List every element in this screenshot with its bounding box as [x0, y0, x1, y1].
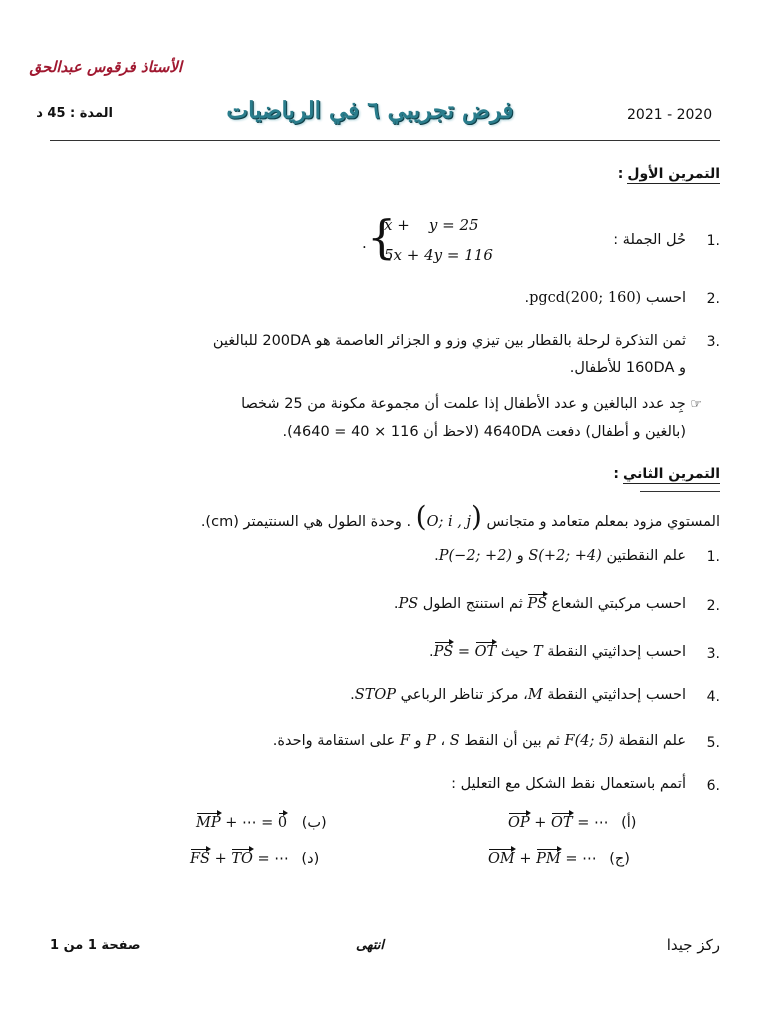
ex2-intro: المستوي مزود بمعلم متعامد و متجانس (O; i , j) . وحدة الطول هي السنتيمتر (cm). — [200, 500, 720, 533]
ex2-q2-text: احسب مركبتي الشعاع PS ثم استنتج الطول PS. — [393, 596, 686, 612]
page-number: صفحة 1 من 1 — [50, 938, 141, 953]
q6-item-d: FS + TO = ⋯ (د) — [190, 851, 320, 867]
ex1-q2-text: احسب pgcd(200; 160). — [524, 290, 686, 306]
ex2-q4-number: 4. — [706, 689, 720, 705]
ex1-hint-line2: (بالغين و أطفال) دفعت 4640DA (لاحظ أن 116 × 40 = 4640). — [282, 424, 686, 440]
equation-1: x + y = 25 — [384, 216, 479, 234]
school-year: 2021 - 2020 — [627, 107, 713, 123]
ex2-q4-text: احسب إحداثيتي النقطة M، مركز تناظر الرباعي STOP. — [350, 687, 686, 703]
equation-system: . { x + y = 25 5x + 4y = 116 — [362, 210, 512, 272]
ex2-heading-underline — [640, 491, 720, 492]
ex2-q5-number: 5. — [706, 735, 720, 751]
ex2-q3-text: احسب إحداثيتي النقطة T حيث PS = OT. — [428, 644, 686, 660]
duration — [36, 106, 113, 121]
ex2-q1-number: 1. — [706, 549, 720, 565]
ex2-q2-number: 2. — [706, 598, 720, 614]
focus-note: ركز جيدا — [666, 936, 720, 954]
vector-ps: PS — [527, 596, 548, 612]
ex2-q6-text: أتمم باستعمال نقط الشكل مع التعليل : — [451, 776, 686, 792]
ex2-q3-number: 3. — [706, 646, 720, 662]
ex1-hint-line1: ☞ جِد عدد البالغين و عدد الأطفال إذا علمت أن مجموعة مكونة من 25 شخصا — [241, 396, 702, 412]
ex2-q5-text: علم النقطة F(4; 5) ثم بين أن النقط P ، S و F على استقامة واحدة. — [272, 733, 686, 749]
equation-2: 5x + 4y = 116 — [384, 246, 493, 264]
end-marker: انتهى — [356, 938, 384, 953]
duration-label: المدة : — [70, 106, 113, 121]
duration-value: 45 د — [36, 106, 66, 121]
q6-item-c: OM + PM = ⋯ (ج) — [488, 851, 630, 867]
ex1-q1-number: 1. — [706, 233, 720, 249]
ex1-q1-text: حُل الجملة : — [613, 232, 686, 248]
vector-ps: PS — [433, 644, 454, 660]
page-title: فرض تجريبي ٦ في الرياضيات — [226, 97, 514, 124]
q6-item-b: MP + ⋯ = 0 (ب) — [196, 815, 327, 831]
ex1-q3-number: 3. — [706, 334, 720, 350]
exercise1-heading: التمرين الأول: — [617, 166, 720, 182]
pointing-hand-icon: ☞ — [690, 397, 702, 412]
q6-item-a: OP + OT = ⋯ (أ) — [508, 815, 637, 831]
author-name: الأستاذ فرقوس عبدالحق — [29, 58, 182, 76]
header-divider — [50, 140, 720, 141]
ex2-q6-number: 6. — [706, 778, 720, 794]
exercise2-heading: التمرين الثاني: — [613, 466, 720, 482]
ex1-q3-line1: ثمن التذكرة لرحلة بالقطار بين تيزي وزو و الجزائر العاصمة هو 200DA للبالغين — [212, 333, 686, 349]
ex1-q3-line2: و 160DA للأطفال. — [569, 360, 686, 376]
vector-ot: OT — [474, 644, 497, 660]
ex1-q2-number: 2. — [706, 291, 720, 307]
ex2-q1-text: علم النقطتين S(+2; +4) و P(−2; +2). — [434, 548, 686, 564]
